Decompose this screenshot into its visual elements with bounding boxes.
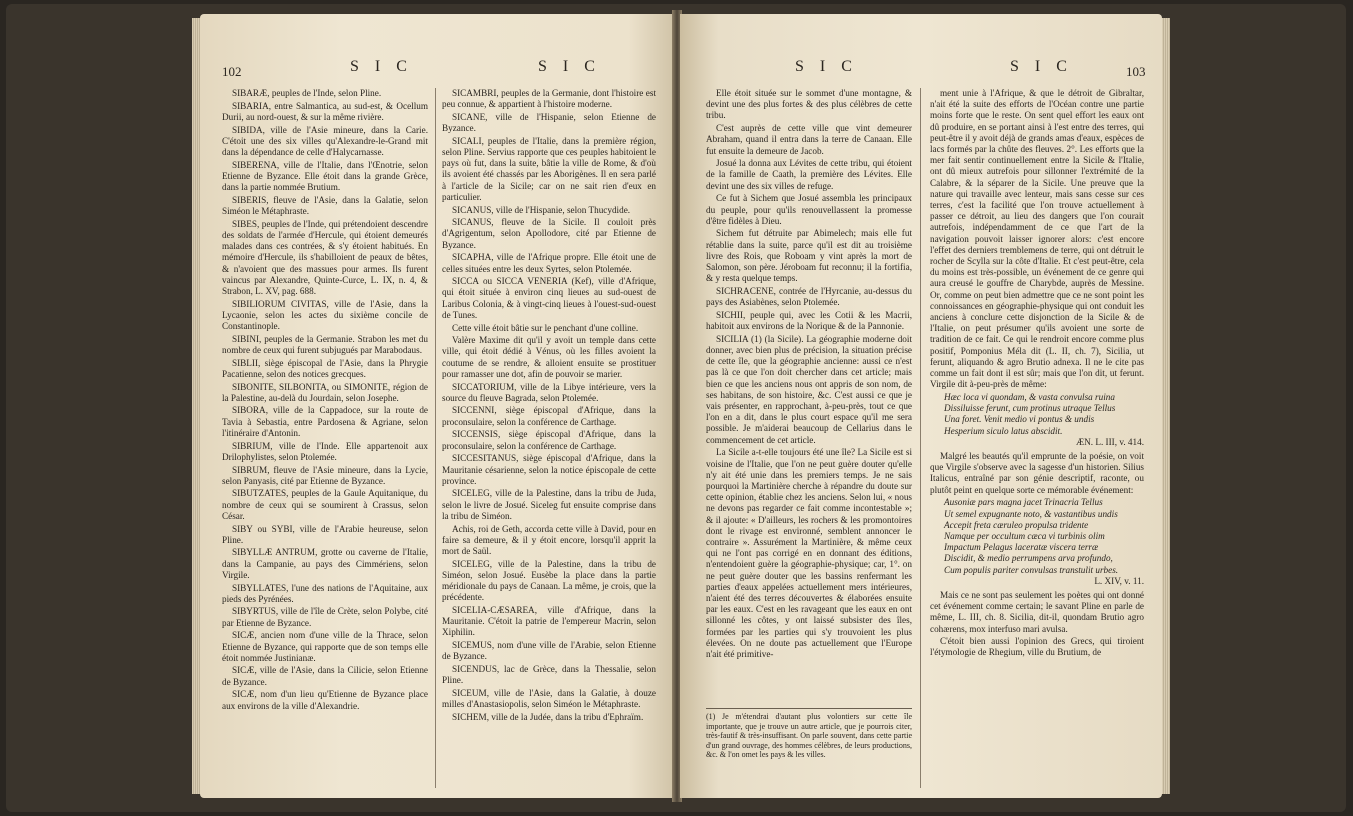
paragraph: C'étoit bien aussi l'opinion des Grecs, qui tiroient l'étymologie de Rhegium, ville du Brutium, de <box>930 636 1144 658</box>
dictionary-entry: SIBILIORUM CIVITAS, ville de l'Asie, dans la Lycaonie, selon les actes du sixième concile de Constantinople. <box>222 298 428 332</box>
dictionary-entry: SICELEG, ville de la Palestine, dans la tribu de Juda, selon le livre de Josué. Siceleg fut ensuite comprise dans la tribu de Siméon. <box>442 488 656 521</box>
dictionary-entry: SIBYLLATES, l'une des nations de l'Aquitaine, aux pieds des Pyrénées. <box>222 582 428 604</box>
verse-line: Accepit freta cæruleo propulsa tridente <box>944 519 1089 530</box>
paragraph: Ce fut à Sichem que Josué assembla les principaux du peuple, pour qu'ils renouvellassent la promesse d'être fidèles à Dieu. <box>706 193 912 226</box>
left-page <box>200 14 676 798</box>
verse-line: Hæc loca vi quondam, & vasta convulsa ruina <box>944 391 1115 402</box>
dictionary-entry: Valère Maxime dit qu'il y avoit un temple dans cette ville, qui étoit dédié à Vénus, où les filles avoient la coutume de se rendre, & alloient ensuite se prostituer pour ramasser une dot, afin de pouvoir se marier. <box>442 335 656 379</box>
dictionary-entry: SIBRUM, fleuve de l'Asie mineure, dans la Lycie, selon Panyasis, cité par Etienne de Byzance. <box>222 464 428 486</box>
running-header-left: S I C <box>795 58 858 75</box>
paragraph: ment unie à l'Afrique, & que le détroit de Gibraltar, n'ait été la suite des efforts de l'Océan contre une partie moins forte que le reste. On sent quel effort les eaux ont dû produire, en se portant ainsi à l'est entre des terres, qui peut-être il y avoit déjà de grands amas d'eaux, espèces de lacs formés par la chûte des fleuves. 2°. Les efforts que la mer fait sentir continuellement entre la Sicile & l'Italie, ont dû mieux autrefois pour sillonner l'extrémité de la Calabre, & la séparer de la Sicile. Une preuve que la nature qui travaille avec lenteur, mais sans cesse sur ces terres, c'est la facilité que l'on trouve actuellement à passer ce détroit, au lieu des dangers que l'on courait autrefois, indépendamment de ce que l'art de la navigation pouvoit laisser ignorer alors: c'est encore l'effet des derniers tremblemens de terre, qui ont détruit le rocher de Scylla sur la côte d'Italie. Et c'est peut-être, cela du moins est très-possible, un événement de ce genre qui aura creusé le gouffre de Charybde, auprès de Messine. Or, comme on peut bien admettre que ce ne sont point les connoissances en géographie-physique qui ont conduit les anciens à conclure cette disjonction de la Sicile & de l'Italie, on peut présumer qu'ils avoient une sorte de tradition de ce fait. Ce qui le rendroit encore comme plus positif, Pomponius Méla dit (L. II, ch. 7), Sicilia, ut ferunt, aliquando & agro Brutio adnexa. Il ne le cite pas comme un fait dont il est sûr; mais que l'on dit, ut ferunt. Virgile dit à-peu-près de même: <box>930 88 1144 390</box>
left-page-edge <box>192 18 200 794</box>
dictionary-entry: SICAMBRI, peuples de la Germanie, dont l'histoire est peu connue, & appartient à l'histoire moderne. <box>442 88 656 110</box>
paragraph: La Sicile a-t-elle toujours été une île? La Sicile est si voisine de l'Italie, que l'on ne peut guère douter qu'elle n'y ait été unie dans les premiers temps. Je ne sais pourquoi la Martinière cherche à répandre du doute sur cette opinion, établie chez les anciens. Selon lui, « nous ne devons pas regarder ce fait comme incontestable »; & il ajoute: « D'ailleurs, les rochers & les promontoires dont le rivage est environné, semblent annoncer le contraire ». Assurément la Martinière, & même ceux qui ne l'ont pas corrigé en en donnant des éditions, n'entendoient guère la géographie-physique; car, 1°. on ne peut guère douter que les bassins renfermant les parties d'eaux appelées actuellement mers intérieures, n'aient été des terres découvertes & élaborées ensuite par les eaux. C'est en les ravageant que les eaux en ont sillonné les côtes, y ont laissé subsister des îles, formées par les parties qui s'y trouvoient les plus élevées. On ne doute pas actuellement que l'Europe n'ait été primitive- <box>706 447 912 659</box>
paragraph: Josué la donna aux Lévites de cette tribu, qui étoient de la famille de Caath, la première des Lévites. Elle devint une des six villes de refuge. <box>706 158 912 191</box>
dictionary-entry: SICANUS, ville de l'Hispanie, selon Thucydide. <box>452 204 631 215</box>
paragraph: SICHRACENE, contrée de l'Hyrcanie, au-dessus du pays des Asiabènes, selon Ptolemée. <box>706 285 912 308</box>
paragraph: SICILIA (1) (la Sicile). La géographie moderne doit donner, avec bien plus de précision, la situation précise de cette île, que la géographie ancienne: aussi ce n'est pas là ce que l'on doit chercher dans cet article; mais bien ce que les anciens nous ont appris de son nom, de ses habitans, de son histoire, &c. C'est aussi ce que je vais présenter, en rapprochant, à-peu-près, tout ce que l'on en a dit, dans le plus court espace qu'il me sera possible. Je m'aiderai beaucoup de Cellarius dans le commencement de cet article. <box>706 333 912 445</box>
running-header: S I C <box>1010 58 1073 75</box>
verse-line: Ausoniæ pars magna jacet Trinacria Tellus <box>944 497 1103 508</box>
footnote: (1) Je m'étendrai d'autant plus volontiers sur cette île importante, que je trouve un autre article, que je pourrois citer, très-fautif & très-insuffisant. On parle souvent, dans cette partie d'un grand ouvrage, des hommes célèbres, de leurs productions, &c. & l'on omet les pays & les villes. <box>706 708 912 760</box>
dictionary-entry: Cette ville étoit bâtie sur le penchant d'une colline. <box>452 322 639 333</box>
dictionary-entry: SICCATORIUM, ville de la Libye intérieure, vers la source du fleuve Bagrada, selon Ptolemée. <box>442 381 656 403</box>
paragraph: Sichem fut détruite par Abimelech; mais elle fut rétablie dans la suite, parce qu'il est dit au troisième livre des Rois, que Roboam y vint après la mort de Salomon, son père. Jéroboam fut reconnu; il la fortifia, & y resta quelque temps. <box>706 228 912 284</box>
paragraph: Elle étoit située sur le sommet d'une montagne, & devint une des plus fortes & des plus célèbres de cette tribu. <box>706 88 912 121</box>
dictionary-entry: SICALI, peuples de l'Italie, dans la première région, selon Pline. Servius rapporte que ces peuples habitoient le pays où fut, dans la suite, bâtie la ville de Rome, & d'où ils avoient été chassés par les Aborigènes. Il en sera parlé à l'article de la Sicile; car on ne sait rien d'eux en particulier. <box>442 135 656 202</box>
running-header: S I C <box>350 58 413 75</box>
dictionary-entry: SIBERIS, fleuve de l'Asie, dans la Galatie, selon Siméon le Métaphraste. <box>222 194 428 217</box>
verse-citation: ÆN. L. III, v. 414. <box>1075 436 1144 447</box>
verse-line: Discidit, & medio perrumpens arva profundo, <box>944 553 1113 564</box>
dictionary-entry: SICÆ, ville de l'Asie, dans la Cilicie, selon Etienne de Byzance. <box>222 665 428 687</box>
verse-line: Hesperium siculo latus abscidit. <box>944 425 1063 436</box>
verse-line: Cum populis pariter convulsas transtulit urbes. <box>944 564 1119 575</box>
dictionary-entry: SICÆ, nom d'un lieu qu'Etienne de Byzance place aux environs de la ville d'Alexandrie. <box>222 689 428 711</box>
dictionary-entry: SICANE, ville de l'Hispanie, selon Etienne de Byzance. <box>442 111 656 134</box>
dictionary-entry: SICANUS, fleuve de la Sicile. Il couloit près d'Agrigentum, selon Apollodore, cité par Etienne de Byzance. <box>442 217 656 250</box>
paragraph: Malgré les beautés qu'il emprunte de la poésie, on voit que Virgile s'observe avec la sagesse d'un historien. Silius Italicus, entraîné par son génie descriptif, raconte, ou plutôt peint en quelque sorte ce mémorable événement: <box>930 451 1144 495</box>
right-page <box>680 14 1162 798</box>
dictionary-entry: SIBERENA, ville de l'Italie, dans l'Œnotrie, selon Etienne de Byzance. Elle étoit dans la grande Grèce, dans la partie nommée Brutium. <box>222 159 428 193</box>
verse-citation: L. XIV, v. 11. <box>1094 575 1144 586</box>
dictionary-entry: SIBRIUM, ville de l'Inde. Elle appartenoit aux Drilophylistes, selon Ptolemée. <box>222 440 428 462</box>
dictionary-entry: SIBLII, siège épiscopal de l'Asie, dans la Phrygie Pacatienne, selon des notices grecques. <box>222 357 428 379</box>
verse-line: Impactum Pelagus laceratæ viscera terræ <box>944 542 1099 553</box>
left-column-2 <box>442 88 656 724</box>
right-column-1 <box>706 88 912 662</box>
dictionary-entry: SIBONITE, SILBONITA, ou SIMONITE, région de la Palestine, au-delà du Jourdain, selon Josephe. <box>222 381 428 403</box>
page-number: 102 <box>222 64 242 79</box>
dictionary-entry: SIBORA, ville de la Cappadoce, sur la route de Tavia à Sebastia, entre Pardosena & Agriane, selon l'itinéraire d'Antonin. <box>222 405 428 438</box>
verse-line: Una foret. Venit medio vi pontus & undis <box>944 414 1095 425</box>
running-header-right: S I C <box>538 58 601 75</box>
dictionary-entry: SICELEG, ville de la Palestine, dans la tribu de Siméon, selon Josué. Eusèbe la place dans la partie méridionale du pays de Canaan. La même, je crois, que la précédente. <box>442 558 656 603</box>
right-page-edge <box>1162 18 1170 794</box>
dictionary-entry: SIBARIA, entre Salmantica, au sud-est, & Ocellum Durii, au nord-ouest, & sur la même rivière. <box>222 100 428 122</box>
dictionary-entry: SICEMUS, nom d'une ville de l'Arabie, selon Etienne de Byzance. <box>442 640 656 662</box>
dictionary-entry: SIBARÆ, peuples de l'Inde, selon Pline. <box>232 88 382 98</box>
dictionary-entry: SICEUM, ville de l'Asie, dans la Galatie, à douze milles d'Anastasiopolis, selon Siméon le Métaphraste. <box>442 687 656 710</box>
dictionary-entry: SIBES, peuples de l'Inde, qui prétendoient descendre des soldats de l'armée d'Hercule, qui étoient demeurés malades dans ces contrées, & s'y étoient habitués. En mémoire d'Hercule, ils s'habilloient de peaux de bêtes, & n'avoient que des massues pour armes. Ils furent vaincus par Alexandre, Quinte-Curce, L. IX, n. 4, & Strabon, L. XV, pag. 688. <box>222 218 428 296</box>
dictionary-entry: Achis, roi de Geth, accorda cette ville à David, pour en faire sa demeure, & il y étoit encore, lorsqu'il apprit la mort de Saül. <box>442 523 656 556</box>
dictionary-entry: SICCA ou SICCA VENERIA (Kef), ville d'Afrique, qui étoit située à environ cinq lieues au sud-ouest de Laribus Colonia, & à vingt-cinq lieues à l'ouest-sud-ouest de Tunes. <box>442 276 656 320</box>
dictionary-entry: SICENDUS, lac de Grèce, dans la Thessalie, selon Pline. <box>442 663 656 686</box>
paragraph: SICHII, peuple qui, avec les Cotii & les Macrii, habitoit aux environs de la Norique & de la Pannonie. <box>706 309 912 332</box>
verse-line: Dissiluisse ferunt, cum protinus utraque Tellus <box>944 403 1116 414</box>
paragraph: C'est auprès de cette ville que vint demeurer Abraham, quand il entra dans la terre de Canaan. Elle fut ensuite la demeure de Jacob. <box>706 123 912 156</box>
dictionary-entry: SICCENSIS, siège épiscopal d'Afrique, dans la proconsulaire, selon la conférence de Carthage. <box>442 429 656 451</box>
dictionary-entry: SIBYLLÆ ANTRUM, grotte ou caverne de l'Italie, dans la Campanie, au pays des Cimmériens, selon Virgile. <box>222 547 428 580</box>
dictionary-entry: SIBY ou SYBI, ville de l'Arabie heureuse, selon Pline. <box>222 523 428 545</box>
dictionary-entry: SICCESITANUS, siège épiscopal d'Afrique, dans la Mauritanie césarienne, selon la notice épiscopale de cette province. <box>442 453 656 486</box>
paragraph: Mais ce ne sont pas seulement les poètes qui ont donné cet événement comme certain; le savant Pline en parle de même, L. III, ch. 8. Sicilia, dit-il, quondam Brutio agro cohærens, mox interfuso mari avulsa. <box>930 589 1144 634</box>
column-rule <box>435 88 436 788</box>
right-column-2 <box>930 88 1144 660</box>
dictionary-entry: SICELIA-CÆSAREA, ville d'Afrique, dans la Mauritanie. C'étoit la patrie de l'empereur Macrin, selon Xiphilin. <box>442 604 656 638</box>
dictionary-entry: SIBYRTUS, ville de l'île de Crète, selon Polybe, cité par Etienne de Byzance. <box>222 606 428 628</box>
left-column-1 <box>222 88 428 713</box>
verse-line: Ut semel expugnante noto, & vastantibus undis <box>944 508 1118 519</box>
column-rule <box>920 88 921 788</box>
page-number: 103 <box>1126 64 1146 79</box>
dictionary-entry: SICCENNI, siège épiscopal d'Afrique, dans la proconsulaire, selon la conférence de Carthage. <box>442 405 656 427</box>
dictionary-entry: SICHEM, ville de la Judée, dans la tribu d'Ephraïm. <box>452 711 644 722</box>
dictionary-entry: SIBUTZATES, peuples de la Gaule Aquitanique, du nombre de ceux qui se soumirent à Crassus, selon César. <box>222 488 428 521</box>
dictionary-entry: SICÆ, ancien nom d'une ville de la Thrace, selon Etienne de Byzance, qui rapporte que de son temps elle étoit nommée Justinianæ. <box>222 630 428 663</box>
dictionary-entry: SICAPHA, ville de l'Afrique propre. Elle étoit une de celles situées entre les deux Syrtes, selon Ptolemée. <box>442 252 656 274</box>
dictionary-entry: SIBIDA, ville de l'Asie mineure, dans la Carie. C'étoit une des six villes qu'Alexandre-le-Grand mit dans la dépendance de celle d'Halycarnasse. <box>222 124 428 158</box>
verse-line: Namque per occultum cæca vi turbinis olim <box>944 530 1105 541</box>
dictionary-entry: SIBINI, peuples de la Germanie. Strabon les met du nombre de ceux qui furent subjugués par Marabodaus. <box>222 333 428 355</box>
